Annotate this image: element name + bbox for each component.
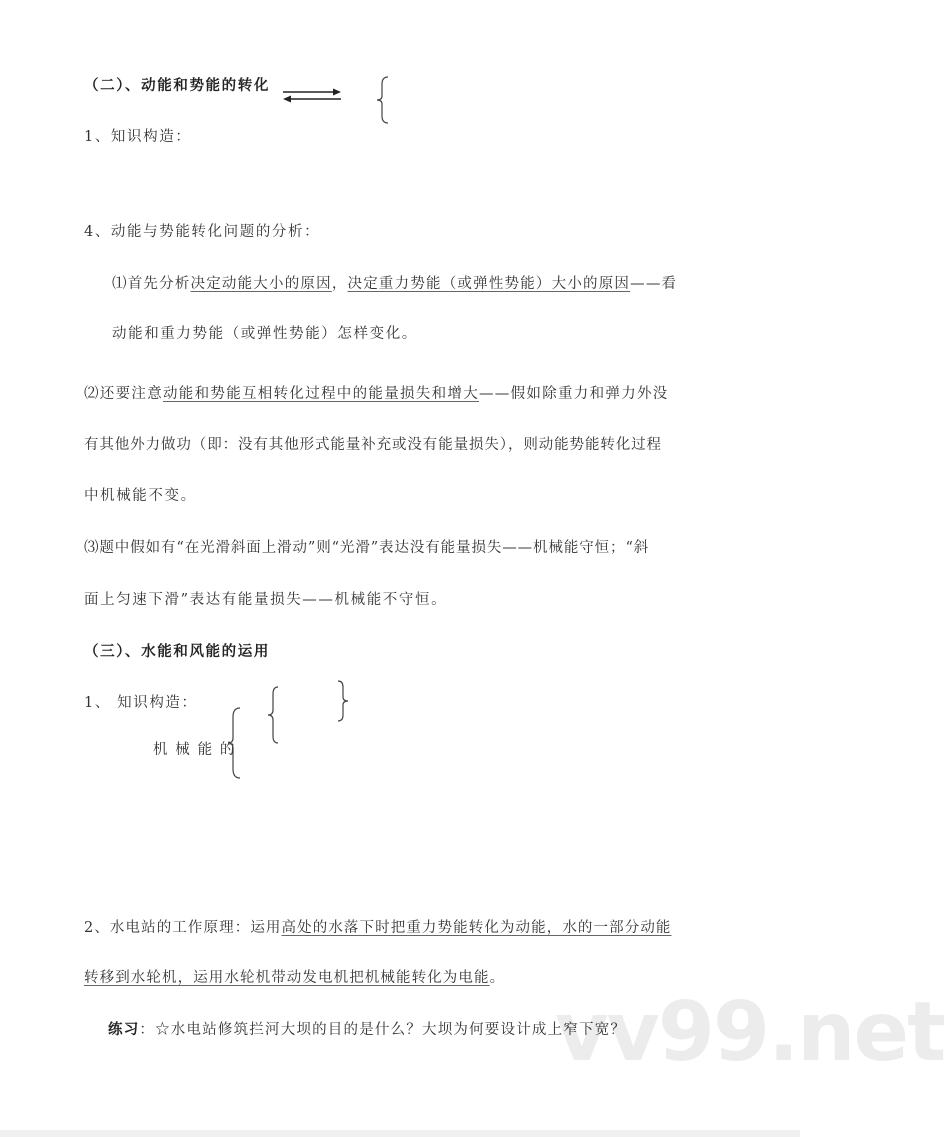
section-2-title: （二）、动能和势能的转化	[84, 78, 270, 94]
underlined-text: 动能和势能互相转化过程中的能量损失和增大	[163, 386, 479, 402]
paragraph-2-cont: 有其他外力做功（即：没有其他形式能量补充或没有能量损失），则动能势能转化过程	[84, 437, 662, 453]
right-brace-icon	[336, 680, 350, 722]
underlined-text: 高处的水落下时把重力势能转化为动能，水的一部分动能	[281, 920, 672, 936]
watermark: vv99.net	[555, 985, 944, 1080]
knowledge-structure-label-2: 1、 知识构造：	[84, 695, 198, 711]
section-3-title: （三）、水能和风能的运用	[84, 644, 270, 660]
text: ⑴首先分析	[112, 276, 191, 292]
text: ，	[331, 276, 348, 292]
knowledge-structure-label: 1、知识构造：	[84, 129, 192, 145]
double-arrow-icon	[283, 88, 343, 104]
text: 。	[489, 970, 506, 986]
paragraph-3-cont: 面上匀速下滑”表达有能量损失——机械能不守恒。	[84, 592, 448, 608]
text: ——看	[630, 276, 678, 292]
hydropower-principle-cont	[84, 968, 505, 988]
hydropower-principle	[84, 918, 672, 938]
underlined-text: 转移到水轮机，运用水轮机带动发电机把机械能转化为电能	[84, 970, 490, 986]
text: 2、水电站的工作原理：运用	[84, 920, 282, 936]
paragraph-1-cont: 动能和重力势能（或弹性势能）怎样变化。	[112, 326, 418, 342]
left-brace-icon	[268, 686, 282, 744]
practice-text: ：☆水电站修筑拦河大坝的目的是什么？大坝为何要设计成上窄下宽？	[139, 1022, 627, 1038]
analysis-heading: 4、动能与势能转化问题的分析：	[84, 224, 321, 240]
mechanical-energy-label: 机 械 能 的	[153, 742, 237, 758]
underlined-text: 决定动能大小的原因	[190, 276, 332, 292]
paragraph-1	[112, 274, 677, 294]
paragraph-2-end: 中机械能不变。	[84, 488, 197, 504]
practice-question	[108, 1020, 626, 1040]
underlined-text: 决定重力势能（或弹性势能）大小的原因	[347, 276, 631, 292]
paragraph-2	[84, 384, 669, 404]
text: ⑵还要注意	[84, 386, 163, 402]
left-brace-icon	[376, 76, 390, 124]
text: ——假如除重力和弹力外没	[479, 386, 669, 402]
paragraph-3: ⑶题中假如有“在光滑斜面上滑动”则“光滑”表达没有能量损失——机械能守恒；“斜	[84, 540, 650, 556]
page-bottom-edge	[0, 1130, 800, 1137]
practice-label: 练习	[108, 1022, 140, 1038]
left-brace-icon	[228, 707, 242, 779]
